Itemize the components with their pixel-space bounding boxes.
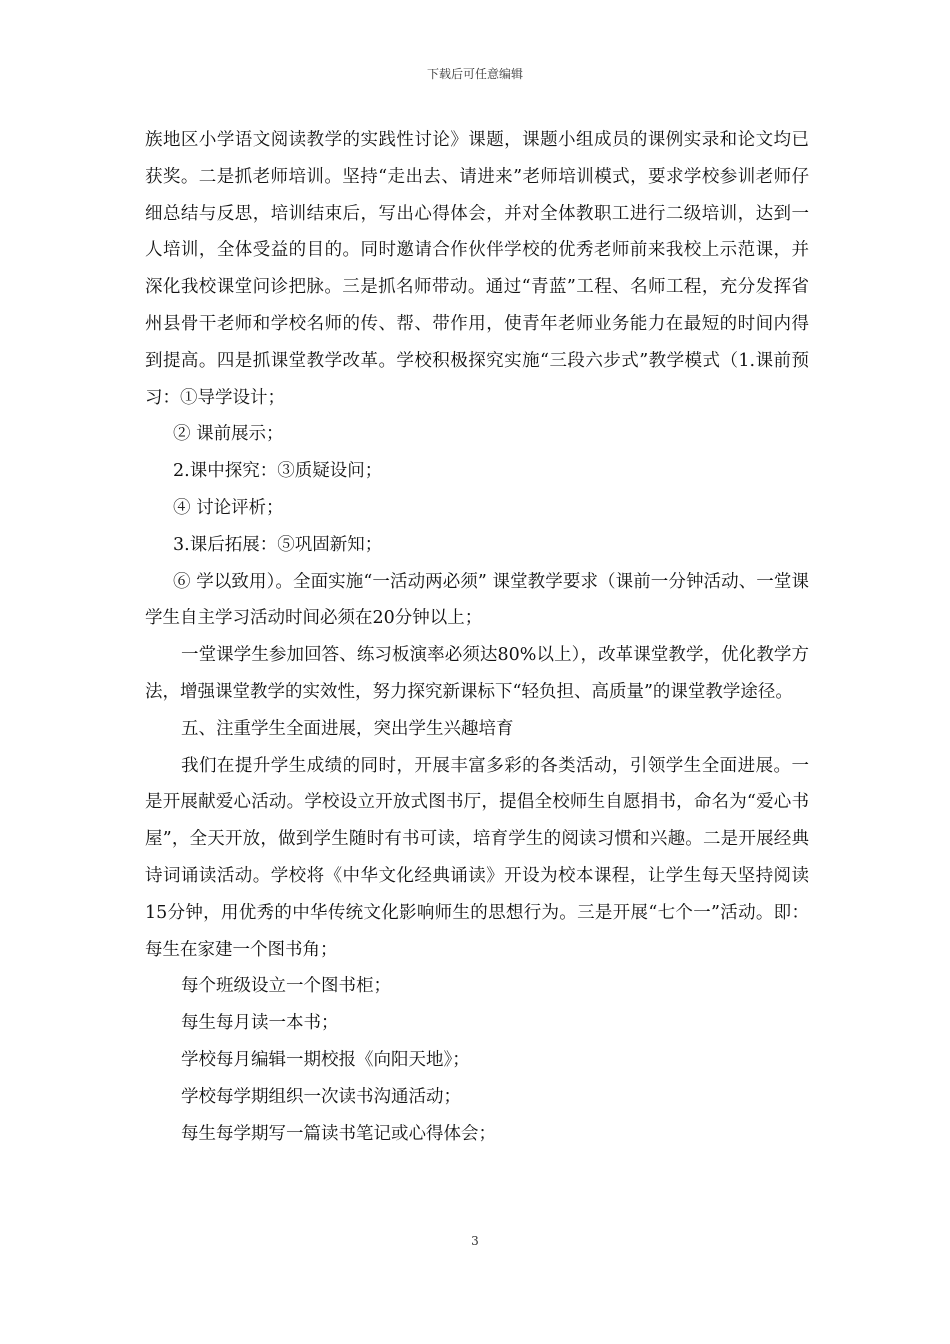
section-heading-five: 五、注重学生全面进展，突出学生兴趣培育 (181, 718, 514, 739)
list-item-reading-notes: 每生每学期写一篇读书笔记或心得体会； (181, 1123, 496, 1144)
page-number: 3 (471, 1234, 479, 1248)
paragraph-research-and-training: 族地区小学语文阅读教学的实践性讨论》课题，课题小组成员的课例实录和论文均已获奖。二是抓老师培训。坚持“走出去、请进来”老师培训模式，要求学校参训老师仔细总结与反思，培训结束后，写出心得体会，并对全体教职工进行二级培训，达到一人培训，全体受益的目的。同时邀请合作伙伴学校的优秀老师前来我校上示范课，并深化我校课堂问诊把脉。三是抓名师带动。通过“青蓝”工程、名师工程，充分发挥省州县骨干老师和学校名师的传、帮、带作用，使青年老师业务能力在最短的时间内得到提高。四是抓课堂教学改革。学校积极探究实施“三段六步式”教学模式（1.课前预习：①导学设计； (145, 130, 809, 408)
list-item-monthly-book: 每生每月读一本书； (181, 1013, 339, 1034)
paragraph-step-2: ② 课前展示； (173, 424, 284, 445)
paragraph-step-in-class: 2.课中探究：③质疑设问； (173, 461, 383, 482)
list-item-school-newspaper: 学校每月编辑一期校报《向阳天地》； (181, 1049, 470, 1070)
paragraph-step-6-and-requirements: ⑥ 学以致用）。全面实施“一活动两必须” 课堂教学要求（课前一分钟活动、一堂课学生自主学习活动时间必须在20分钟以上； (145, 571, 809, 629)
list-item-class-bookcase: 每个班级设立一个图书柜； (181, 976, 391, 997)
page-header: 下载后可任意编辑 (426, 67, 523, 81)
document-body (145, 122, 809, 1152)
paragraph-student-activities: 我们在提升学生成绩的同时，开展丰富多彩的各类活动，引领学生全面进展。一是开展献爱心活动。学校设立开放式图书厅，提倡全校师生自愿捐书，命名为“爱心书屋”，全天开放，做到学生随时有书可读，培育学生的阅读习惯和兴趣。二是开展经典诗词诵读活动。学校将《中华文化经典诵读》开设为校本课程，让学生每天坚持阅读15分钟，用优秀的中华传统文化影响师生的思想行为。三是开展“七个一”活动。即：每生在家建一个图书角； (145, 755, 809, 960)
paragraph-classroom-reform: 一堂课学生参加回答、练习板演率必须达80%以上），改革课堂教学，优化教学方法，增强课堂教学的实效性，努力探究新课标下“轻负担、高质量”的课堂教学途径。 (145, 645, 809, 702)
paragraph-step-after-class: 3.课后拓展：⑤巩固新知； (173, 534, 383, 555)
list-item-reading-exchange: 学校每学期组织一次读书沟通活动； (181, 1086, 461, 1107)
paragraph-step-4: ④ 讨论评析； (173, 497, 284, 518)
